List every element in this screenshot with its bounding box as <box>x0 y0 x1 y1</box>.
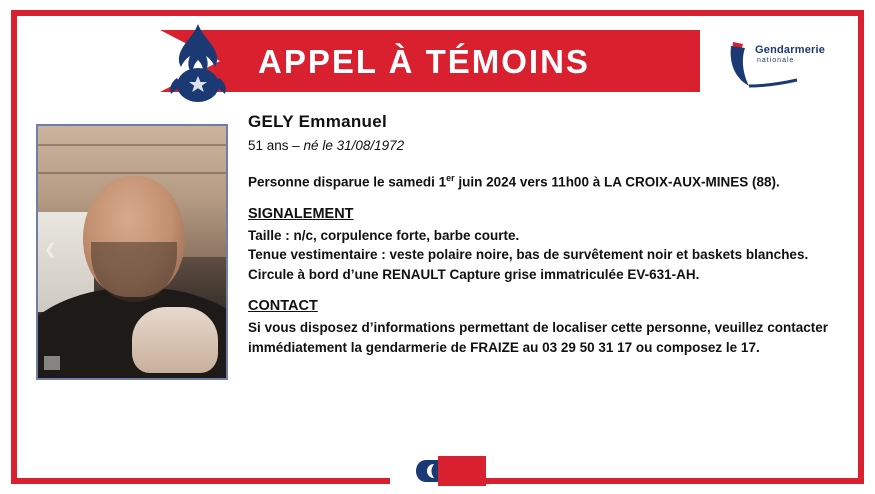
signalement-section <box>248 206 840 285</box>
poster-content <box>248 112 840 357</box>
person-age: 51 ans – <box>248 138 304 153</box>
gendarmerie-nationale-logo <box>727 36 839 90</box>
photo-image <box>38 126 226 378</box>
signalement-line-3: Circule à bord d’une RENAULT Capture grise immatriculée EV-631-AH. <box>248 266 700 282</box>
photo-secondary-subject <box>132 307 218 373</box>
person-age-birth <box>248 138 840 153</box>
contact-text: Si vous disposez d’informations permettant de localiser cette personne, veuillez contacter immédiatement la gendarmerie de FRAIZE au 03 29 50 31 17 ou composez le 17. <box>248 320 828 355</box>
disappearance-ordinal: er <box>446 173 455 183</box>
contact-title: CONTACT <box>248 298 318 314</box>
gn-logo-subtitle: nationale <box>757 57 795 64</box>
signalement-line-1: Taille : n/c, corpulence forte, barbe courte. <box>248 227 520 243</box>
contact-section <box>248 298 840 357</box>
signalement-line-2: Tenue vestimentaire : veste polaire noire, bas de survêtement noir et baskets blanches. <box>248 247 809 262</box>
photo-watermark <box>44 356 60 370</box>
marianne-footer-icon <box>390 456 486 486</box>
signalement-title: SIGNALEMENT <box>248 205 354 222</box>
disappearance-statement <box>248 169 840 192</box>
photo-personne-disparue <box>36 124 228 380</box>
disappearance-text-after: juin 2024 vers 11h00 à LA CROIX-AUX-MINES (88). <box>454 174 780 190</box>
person-birthdate: né le 31/08/1972 <box>303 138 405 153</box>
person-name: GELY Emmanuel <box>248 112 388 131</box>
page-title: APPEL À TÉMOINS <box>258 43 590 80</box>
gn-logo-title: Gendarmerie <box>755 44 826 56</box>
gendarmerie-flame-icon <box>163 22 233 104</box>
photo-prev-arrow-icon: ❮ <box>44 240 57 258</box>
disappearance-text-before: Personne disparue le samedi 1 <box>248 174 447 190</box>
